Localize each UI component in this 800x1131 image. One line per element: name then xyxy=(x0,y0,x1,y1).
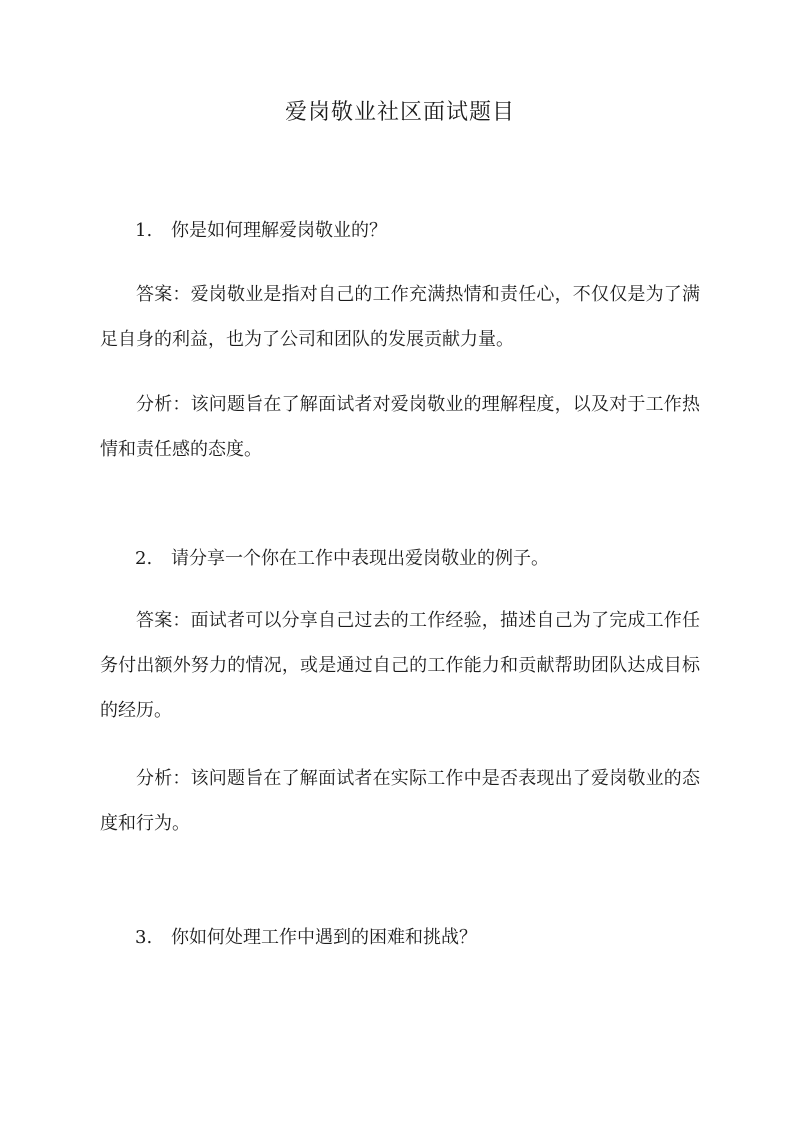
question-text: 你是如何理解爱岗敬业的？ xyxy=(171,220,387,241)
analysis-2: 分析：该问题旨在了解面试者在实际工作中是否表现出了爱岗敬业的态度和行为。 xyxy=(100,768,700,834)
question-text: 请分享一个你在工作中表现出爱岗敬业的例子。 xyxy=(171,548,549,569)
question-number: 2. xyxy=(135,548,153,569)
answer-2: 答案：面试者可以分享自己过去的工作经验，描述自己为了完成工作任务付出额外努力的情况，或是通过自己的工作能力和贡献帮助团队达成目标的经历。 xyxy=(100,610,700,721)
question-number: 1. xyxy=(135,220,153,241)
question-3 xyxy=(100,925,700,951)
question-2 xyxy=(100,546,700,572)
analysis-1: 分析：该问题旨在了解面试者对爱岗敬业的理解程度，以及对于工作热情和责任感的态度。 xyxy=(100,394,700,460)
question-number: 3. xyxy=(135,927,153,948)
question-1 xyxy=(100,218,700,244)
page-title: 爱岗敬业社区面试题目 xyxy=(284,100,515,125)
question-text: 你如何处理工作中遇到的困难和挑战？ xyxy=(171,927,477,948)
answer-1: 答案：爱岗敬业是指对自己的工作充满热情和责任心，不仅仅是为了满足自身的利益，也为了公司和团队的发展贡献力量。 xyxy=(100,284,700,350)
